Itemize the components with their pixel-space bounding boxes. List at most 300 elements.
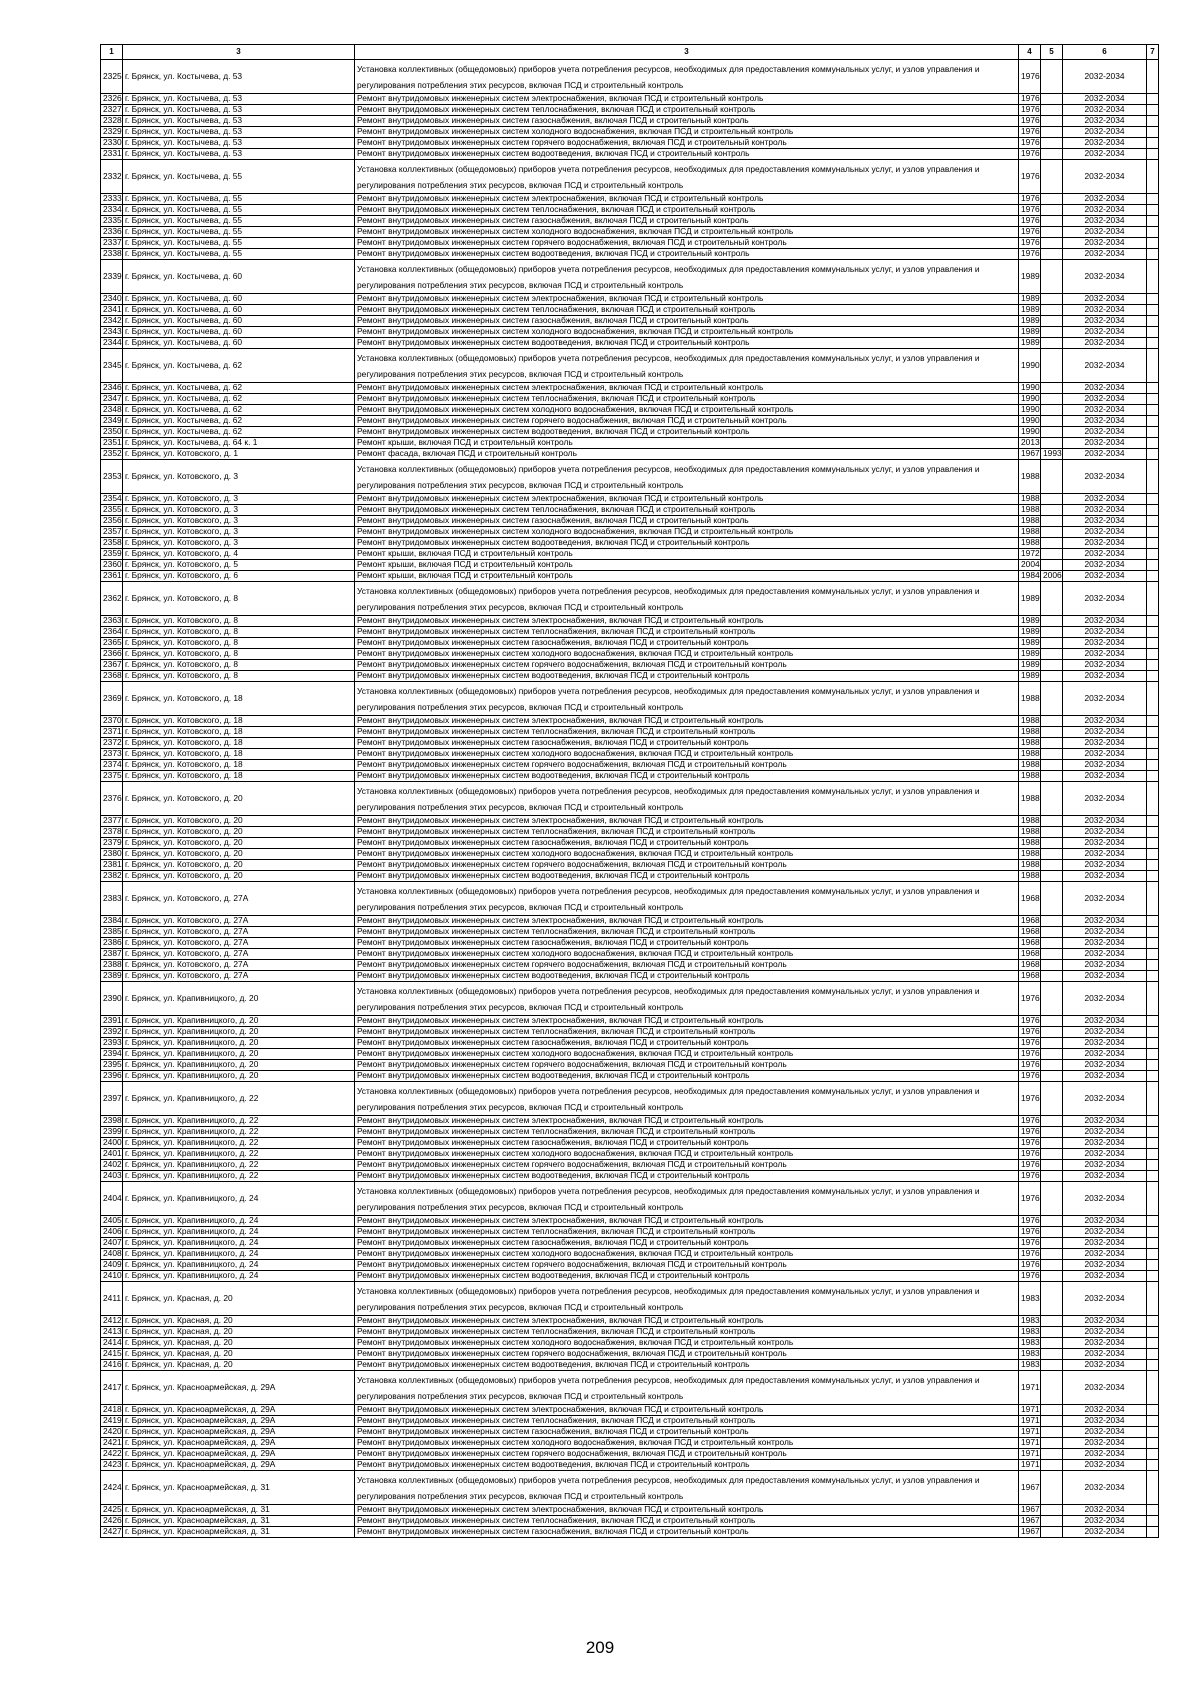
row-number: 2374: [101, 760, 123, 771]
row-number: 2419: [101, 1416, 123, 1427]
row-work: Установка коллективных (общедомовых) приборов учета потребления ресурсов, необходимых для предоставления коммунальных услуг, и узлов управления и регулирования потребления этих ресурсов, включая ПСД и строительный контроль: [355, 1282, 1019, 1316]
row-repair-year: [1041, 716, 1063, 727]
row-period: 2032-2034: [1063, 649, 1147, 660]
row-work: Ремонт внутридомовых инженерных систем газоснабжения, включая ПСД и строительный контроль: [355, 838, 1019, 849]
table-row: [101, 1282, 1159, 1316]
row-period: 2032-2034: [1063, 138, 1147, 149]
row-build-year: 1976: [1019, 1160, 1041, 1171]
row-address: г. Брянск, ул. Костычева, д. 62: [123, 416, 355, 427]
row-address: г. Брянск, ул. Котовского, д. 27А: [123, 949, 355, 960]
row-number: 2406: [101, 1227, 123, 1238]
row-address: г. Брянск, ул. Костычева, д. 55: [123, 249, 355, 260]
row-address: г. Брянск, ул. Котовского, д. 6: [123, 571, 355, 582]
row-col-7: [1147, 160, 1159, 194]
table-row: [101, 149, 1159, 160]
row-period: 2032-2034: [1063, 1438, 1147, 1449]
row-col-7: [1147, 960, 1159, 971]
table-row: [101, 727, 1159, 738]
row-period: 2032-2034: [1063, 549, 1147, 560]
row-repair-year: [1041, 916, 1063, 927]
row-repair-year: [1041, 882, 1063, 916]
row-number: 2352: [101, 449, 123, 460]
row-address: г. Брянск, ул. Красная, д. 20: [123, 1282, 355, 1316]
row-repair-year: [1041, 516, 1063, 527]
row-number: 2417: [101, 1371, 123, 1405]
row-work: Ремонт внутридомовых инженерных систем электроснабжения, включая ПСД и строительный контроль: [355, 94, 1019, 105]
row-number: 2339: [101, 260, 123, 294]
row-address: г. Брянск, ул. Котовского, д. 20: [123, 860, 355, 871]
row-build-year: 1988: [1019, 716, 1041, 727]
row-col-7: [1147, 560, 1159, 571]
row-repair-year: [1041, 127, 1063, 138]
row-number: 2368: [101, 671, 123, 682]
row-address: г. Брянск, ул. Крапивницкого, д. 22: [123, 1160, 355, 1171]
row-build-year: 1988: [1019, 516, 1041, 527]
row-repair-year: [1041, 1238, 1063, 1249]
table-row: [101, 160, 1159, 194]
row-period: 2032-2034: [1063, 627, 1147, 638]
row-repair-year: [1041, 816, 1063, 827]
row-repair-year: [1041, 527, 1063, 538]
row-address: г. Брянск, ул. Красноармейская, д. 29А: [123, 1427, 355, 1438]
row-address: г. Брянск, ул. Котовского, д. 3: [123, 538, 355, 549]
row-number: 2361: [101, 571, 123, 582]
row-number: 2359: [101, 549, 123, 560]
table-row: [101, 871, 1159, 882]
table-row: [101, 749, 1159, 760]
row-build-year: 1967: [1019, 1516, 1041, 1527]
row-col-7: [1147, 1060, 1159, 1071]
row-period: 2032-2034: [1063, 216, 1147, 227]
row-work: Ремонт внутридомовых инженерных систем электроснабжения, включая ПСД и строительный контроль: [355, 494, 1019, 505]
row-build-year: 1989: [1019, 638, 1041, 649]
row-build-year: 1989: [1019, 294, 1041, 305]
row-address: г. Брянск, ул. Костычева, д. 55: [123, 205, 355, 216]
row-period: 2032-2034: [1063, 616, 1147, 627]
row-address: г. Брянск, ул. Костычева, д. 53: [123, 138, 355, 149]
row-col-7: [1147, 516, 1159, 527]
row-period: 2032-2034: [1063, 1216, 1147, 1227]
row-repair-year: [1041, 771, 1063, 782]
row-repair-year: [1041, 1338, 1063, 1349]
row-period: 2032-2034: [1063, 982, 1147, 1016]
row-period: 2032-2034: [1063, 1138, 1147, 1149]
row-work: Ремонт внутридомовых инженерных систем водоотведения, включая ПСД и строительный контроль: [355, 1271, 1019, 1282]
header-row: [101, 45, 1159, 60]
table-row: [101, 960, 1159, 971]
row-col-7: [1147, 194, 1159, 205]
row-col-7: [1147, 749, 1159, 760]
row-period: 2032-2034: [1063, 538, 1147, 549]
row-number: 2411: [101, 1282, 123, 1316]
row-col-7: [1147, 1082, 1159, 1116]
row-address: г. Брянск, ул. Котовского, д. 3: [123, 494, 355, 505]
row-address: г. Брянск, ул. Крапивницкого, д. 20: [123, 1016, 355, 1027]
row-address: г. Брянск, ул. Котовского, д. 18: [123, 716, 355, 727]
row-build-year: 1976: [1019, 1149, 1041, 1160]
row-period: 2032-2034: [1063, 916, 1147, 927]
row-col-7: [1147, 571, 1159, 582]
row-address: г. Брянск, ул. Котовского, д. 3: [123, 505, 355, 516]
row-work: Ремонт внутридомовых инженерных систем теплоснабжения, включая ПСД и строительный контроль: [355, 1127, 1019, 1138]
row-number: 2335: [101, 216, 123, 227]
row-work: Ремонт внутридомовых инженерных систем водоотведения, включая ПСД и строительный контроль: [355, 771, 1019, 782]
table-row: [101, 1327, 1159, 1338]
row-period: 2032-2034: [1063, 571, 1147, 582]
row-number: 2378: [101, 827, 123, 838]
row-work: Ремонт внутридомовых инженерных систем водоотведения, включая ПСД и строительный контроль: [355, 249, 1019, 260]
row-build-year: 1983: [1019, 1316, 1041, 1327]
row-period: 2032-2034: [1063, 827, 1147, 838]
page-number: 209: [585, 1638, 615, 1657]
row-address: г. Брянск, ул. Котовского, д. 20: [123, 782, 355, 816]
row-build-year: 1976: [1019, 1049, 1041, 1060]
row-address: г. Брянск, ул. Крапивницкого, д. 24: [123, 1260, 355, 1271]
row-number: 2348: [101, 405, 123, 416]
row-col-7: [1147, 527, 1159, 538]
row-address: г. Брянск, ул. Котовского, д. 3: [123, 460, 355, 494]
row-col-7: [1147, 1427, 1159, 1438]
row-build-year: 1989: [1019, 260, 1041, 294]
row-repair-year: [1041, 538, 1063, 549]
row-col-7: [1147, 116, 1159, 127]
row-build-year: 2013: [1019, 438, 1041, 449]
row-repair-year: [1041, 971, 1063, 982]
row-col-7: [1147, 1416, 1159, 1427]
table-row: [101, 1338, 1159, 1349]
table-row: [101, 1527, 1159, 1538]
row-repair-year: [1041, 1049, 1063, 1060]
row-period: 2032-2034: [1063, 327, 1147, 338]
table-row: [101, 771, 1159, 782]
row-work: Установка коллективных (общедомовых) приборов учета потребления ресурсов, необходимых для предоставления коммунальных услуг, и узлов управления и регулирования потребления этих ресурсов, включая ПСД и строительный контроль: [355, 682, 1019, 716]
row-col-7: [1147, 1116, 1159, 1127]
row-period: 2032-2034: [1063, 938, 1147, 949]
row-number: 2415: [101, 1349, 123, 1360]
row-address: г. Брянск, ул. Крапивницкого, д. 20: [123, 1038, 355, 1049]
row-number: 2369: [101, 682, 123, 716]
row-address: г. Брянск, ул. Котовского, д. 8: [123, 660, 355, 671]
row-build-year: 1989: [1019, 671, 1041, 682]
row-period: 2032-2034: [1063, 1071, 1147, 1082]
row-repair-year: [1041, 1138, 1063, 1149]
row-build-year: 1983: [1019, 1360, 1041, 1371]
row-work: Ремонт внутридомовых инженерных систем теплоснабжения, включая ПСД и строительный контроль: [355, 727, 1019, 738]
row-repair-year: [1041, 227, 1063, 238]
table-row: [101, 1438, 1159, 1449]
row-number: 2426: [101, 1516, 123, 1527]
row-address: г. Брянск, ул. Котовского, д. 18: [123, 727, 355, 738]
row-period: 2032-2034: [1063, 316, 1147, 327]
row-period: 2032-2034: [1063, 1360, 1147, 1371]
table-row: [101, 460, 1159, 494]
row-build-year: 1967: [1019, 1527, 1041, 1538]
row-work: Установка коллективных (общедомовых) приборов учета потребления ресурсов, необходимых для предоставления коммунальных услуг, и узлов управления и регулирования потребления этих ресурсов, включая ПСД и строительный контроль: [355, 882, 1019, 916]
row-work: Ремонт внутридомовых инженерных систем электроснабжения, включая ПСД и строительный контроль: [355, 916, 1019, 927]
table-row: [101, 1471, 1159, 1505]
row-col-7: [1147, 771, 1159, 782]
row-period: 2032-2034: [1063, 416, 1147, 427]
row-build-year: 1989: [1019, 627, 1041, 638]
row-number: 2394: [101, 1049, 123, 1060]
row-col-7: [1147, 327, 1159, 338]
row-build-year: 2004: [1019, 560, 1041, 571]
row-build-year: 1971: [1019, 1438, 1041, 1449]
row-address: г. Брянск, ул. Крапивницкого, д. 22: [123, 1116, 355, 1127]
row-number: 2389: [101, 971, 123, 982]
row-build-year: 1988: [1019, 760, 1041, 771]
row-repair-year: [1041, 1349, 1063, 1360]
row-repair-year: [1041, 927, 1063, 938]
row-repair-year: [1041, 1271, 1063, 1282]
row-number: 2351: [101, 438, 123, 449]
row-period: 2032-2034: [1063, 238, 1147, 249]
row-repair-year: [1041, 1171, 1063, 1182]
row-address: г. Брянск, ул. Красная, д. 20: [123, 1360, 355, 1371]
row-repair-year: [1041, 216, 1063, 227]
table-row: [101, 916, 1159, 927]
row-col-7: [1147, 538, 1159, 549]
table-row: [101, 782, 1159, 816]
table-row: [101, 971, 1159, 982]
row-period: 2032-2034: [1063, 638, 1147, 649]
table-row: [101, 294, 1159, 305]
row-col-7: [1147, 1160, 1159, 1171]
row-number: 2408: [101, 1249, 123, 1260]
row-repair-year: [1041, 760, 1063, 771]
row-build-year: 1971: [1019, 1405, 1041, 1416]
row-work: Ремонт внутридомовых инженерных систем горячего водоснабжения, включая ПСД и строительный контроль: [355, 960, 1019, 971]
row-period: 2032-2034: [1063, 727, 1147, 738]
row-address: г. Брянск, ул. Костычева, д. 60: [123, 338, 355, 349]
header-col-3: 3: [355, 45, 1019, 60]
row-repair-year: [1041, 1427, 1063, 1438]
table-row: [101, 1360, 1159, 1371]
row-repair-year: [1041, 727, 1063, 738]
table-row: [101, 260, 1159, 294]
row-number: 2407: [101, 1238, 123, 1249]
row-number: 2375: [101, 771, 123, 782]
row-number: 2405: [101, 1216, 123, 1227]
row-work: Ремонт крыши, включая ПСД и строительный контроль: [355, 438, 1019, 449]
row-period: 2032-2034: [1063, 149, 1147, 160]
row-number: 2341: [101, 305, 123, 316]
row-address: г. Брянск, ул. Крапивницкого, д. 20: [123, 982, 355, 1016]
row-repair-year: [1041, 416, 1063, 427]
table-row: [101, 216, 1159, 227]
row-address: г. Брянск, ул. Котовского, д. 8: [123, 616, 355, 627]
row-period: 2032-2034: [1063, 749, 1147, 760]
row-col-7: [1147, 105, 1159, 116]
row-address: г. Брянск, ул. Костычева, д. 60: [123, 305, 355, 316]
row-address: г. Брянск, ул. Красноармейская, д. 29А: [123, 1449, 355, 1460]
row-work: Установка коллективных (общедомовых) приборов учета потребления ресурсов, необходимых для предоставления коммунальных услуг, и узлов управления и регулирования потребления этих ресурсов, включая ПСД и строительный контроль: [355, 782, 1019, 816]
row-repair-year: [1041, 138, 1063, 149]
row-period: 2032-2034: [1063, 860, 1147, 871]
row-number: 2342: [101, 316, 123, 327]
row-work: Ремонт внутридомовых инженерных систем газоснабжения, включая ПСД и строительный контроль: [355, 938, 1019, 949]
row-col-7: [1147, 838, 1159, 849]
row-period: 2032-2034: [1063, 1160, 1147, 1171]
row-build-year: 1988: [1019, 494, 1041, 505]
row-work: Ремонт внутридомовых инженерных систем холодного водоснабжения, включая ПСД и строительный контроль: [355, 749, 1019, 760]
table-row: [101, 1427, 1159, 1438]
row-col-7: [1147, 1349, 1159, 1360]
row-col-7: [1147, 849, 1159, 860]
row-col-7: [1147, 505, 1159, 516]
row-period: 2032-2034: [1063, 682, 1147, 716]
row-repair-year: 1993: [1041, 449, 1063, 460]
row-period: 2032-2034: [1063, 716, 1147, 727]
row-number: 2357: [101, 527, 123, 538]
row-build-year: 1990: [1019, 349, 1041, 383]
row-build-year: 1971: [1019, 1449, 1041, 1460]
row-period: 2032-2034: [1063, 1471, 1147, 1505]
table-row: [101, 1160, 1159, 1171]
table-row: [101, 338, 1159, 349]
row-repair-year: [1041, 1527, 1063, 1538]
row-work: Ремонт внутридомовых инженерных систем водоотведения, включая ПСД и строительный контроль: [355, 1071, 1019, 1082]
row-address: г. Брянск, ул. Котовского, д. 8: [123, 638, 355, 649]
row-col-7: [1147, 816, 1159, 827]
row-build-year: 1988: [1019, 749, 1041, 760]
row-number: 2398: [101, 1116, 123, 1127]
row-address: г. Брянск, ул. Крапивницкого, д. 22: [123, 1138, 355, 1149]
row-period: 2032-2034: [1063, 1460, 1147, 1471]
row-col-7: [1147, 416, 1159, 427]
row-work: Установка коллективных (общедомовых) приборов учета потребления ресурсов, необходимых для предоставления коммунальных услуг, и узлов управления и регулирования потребления этих ресурсов, включая ПСД и строительный контроль: [355, 582, 1019, 616]
row-build-year: 1972: [1019, 549, 1041, 560]
row-col-7: [1147, 227, 1159, 238]
table-row: [101, 1182, 1159, 1216]
row-repair-year: [1041, 660, 1063, 671]
row-build-year: 1976: [1019, 238, 1041, 249]
row-repair-year: [1041, 1082, 1063, 1116]
row-col-7: [1147, 1471, 1159, 1505]
row-address: г. Брянск, ул. Костычева, д. 55: [123, 216, 355, 227]
row-address: г. Брянск, ул. Котовского, д. 27А: [123, 927, 355, 938]
row-work: Ремонт внутридомовых инженерных систем газоснабжения, включая ПСД и строительный контроль: [355, 1238, 1019, 1249]
row-work: Ремонт внутридомовых инженерных систем газоснабжения, включая ПСД и строительный контроль: [355, 1038, 1019, 1049]
table-row: [101, 1516, 1159, 1527]
row-col-7: [1147, 1527, 1159, 1538]
row-build-year: 1976: [1019, 1227, 1041, 1238]
row-repair-year: [1041, 1416, 1063, 1427]
row-work: Ремонт крыши, включая ПСД и строительный контроль: [355, 549, 1019, 560]
row-period: 2032-2034: [1063, 494, 1147, 505]
row-address: г. Брянск, ул. Костычева, д. 62: [123, 394, 355, 405]
row-address: г. Брянск, ул. Костычева, д. 55: [123, 194, 355, 205]
row-work: Ремонт внутридомовых инженерных систем газоснабжения, включая ПСД и строительный контроль: [355, 638, 1019, 649]
row-work: Ремонт внутридомовых инженерных систем электроснабжения, включая ПСД и строительный контроль: [355, 194, 1019, 205]
row-address: г. Брянск, ул. Котовского, д. 27А: [123, 938, 355, 949]
row-build-year: 1988: [1019, 771, 1041, 782]
row-number: 2387: [101, 949, 123, 960]
row-number: 2347: [101, 394, 123, 405]
table-row: [101, 1016, 1159, 1027]
row-work: Ремонт внутридомовых инженерных систем электроснабжения, включая ПСД и строительный контроль: [355, 1116, 1019, 1127]
row-col-7: [1147, 1282, 1159, 1316]
row-address: г. Брянск, ул. Костычева, д. 55: [123, 238, 355, 249]
row-work: Ремонт внутридомовых инженерных систем теплоснабжения, включая ПСД и строительный контроль: [355, 827, 1019, 838]
row-period: 2032-2034: [1063, 1516, 1147, 1527]
row-repair-year: [1041, 305, 1063, 316]
row-build-year: 1968: [1019, 882, 1041, 916]
row-work: Ремонт внутридомовых инженерных систем водоотведения, включая ПСД и строительный контроль: [355, 871, 1019, 882]
row-build-year: 1990: [1019, 405, 1041, 416]
row-build-year: 1990: [1019, 383, 1041, 394]
row-repair-year: [1041, 105, 1063, 116]
row-repair-year: [1041, 294, 1063, 305]
row-repair-year: [1041, 427, 1063, 438]
row-number: 2366: [101, 649, 123, 660]
row-build-year: 1976: [1019, 1260, 1041, 1271]
row-work: Ремонт внутридомовых инженерных систем теплоснабжения, включая ПСД и строительный контроль: [355, 105, 1019, 116]
row-work: Установка коллективных (общедомовых) приборов учета потребления ресурсов, необходимых для предоставления коммунальных услуг, и узлов управления и регулирования потребления этих ресурсов, включая ПСД и строительный контроль: [355, 1182, 1019, 1216]
row-number: 2390: [101, 982, 123, 1016]
table-row: [101, 827, 1159, 838]
table-row: [101, 1082, 1159, 1116]
row-address: г. Брянск, ул. Костычева, д. 53: [123, 116, 355, 127]
row-work: Ремонт внутридомовых инженерных систем холодного водоснабжения, включая ПСД и строительный контроль: [355, 649, 1019, 660]
row-col-7: [1147, 582, 1159, 616]
row-build-year: 1976: [1019, 60, 1041, 94]
row-address: г. Брянск, ул. Крапивницкого, д. 22: [123, 1149, 355, 1160]
row-number: 2385: [101, 927, 123, 938]
row-build-year: 1976: [1019, 160, 1041, 194]
table-row: [101, 449, 1159, 460]
row-period: 2032-2034: [1063, 460, 1147, 494]
row-address: г. Брянск, ул. Крапивницкого, д. 24: [123, 1216, 355, 1227]
row-period: 2032-2034: [1063, 227, 1147, 238]
row-build-year: 1989: [1019, 649, 1041, 660]
row-number: 2372: [101, 738, 123, 749]
row-work: Установка коллективных (общедомовых) приборов учета потребления ресурсов, необходимых для предоставления коммунальных услуг, и узлов управления и регулирования потребления этих ресурсов, включая ПСД и строительный контроль: [355, 349, 1019, 383]
row-repair-year: [1041, 1282, 1063, 1316]
row-col-7: [1147, 927, 1159, 938]
row-period: 2032-2034: [1063, 1282, 1147, 1316]
row-work: Ремонт внутридомовых инженерных систем электроснабжения, включая ПСД и строительный контроль: [355, 383, 1019, 394]
row-work: Ремонт внутридомовых инженерных систем электроснабжения, включая ПСД и строительный контроль: [355, 1405, 1019, 1416]
row-address: г. Брянск, ул. Костычева, д. 60: [123, 327, 355, 338]
row-col-7: [1147, 249, 1159, 260]
row-build-year: 1984: [1019, 571, 1041, 582]
row-repair-year: [1041, 549, 1063, 560]
row-col-7: [1147, 260, 1159, 294]
row-address: г. Брянск, ул. Крапивницкого, д. 24: [123, 1238, 355, 1249]
row-work: Ремонт внутридомовых инженерных систем горячего водоснабжения, включая ПСД и строительный контроль: [355, 660, 1019, 671]
row-number: 2362: [101, 582, 123, 616]
row-work: Ремонт внутридомовых инженерных систем теплоснабжения, включая ПСД и строительный контроль: [355, 205, 1019, 216]
row-build-year: 1976: [1019, 1016, 1041, 1027]
row-col-7: [1147, 205, 1159, 216]
row-period: 2032-2034: [1063, 127, 1147, 138]
row-work: Ремонт внутридомовых инженерных систем холодного водоснабжения, включая ПСД и строительный контроль: [355, 127, 1019, 138]
row-address: г. Брянск, ул. Крапивницкого, д. 20: [123, 1027, 355, 1038]
header-col-5: 5: [1041, 45, 1063, 60]
table-row: [101, 1049, 1159, 1060]
row-col-7: [1147, 460, 1159, 494]
row-col-7: [1147, 1438, 1159, 1449]
row-period: 2032-2034: [1063, 305, 1147, 316]
row-number: 2367: [101, 660, 123, 671]
table-row: [101, 305, 1159, 316]
row-period: 2032-2034: [1063, 971, 1147, 982]
row-col-7: [1147, 1316, 1159, 1327]
row-period: 2032-2034: [1063, 105, 1147, 116]
row-address: г. Брянск, ул. Котовского, д. 20: [123, 871, 355, 882]
row-build-year: 1976: [1019, 138, 1041, 149]
